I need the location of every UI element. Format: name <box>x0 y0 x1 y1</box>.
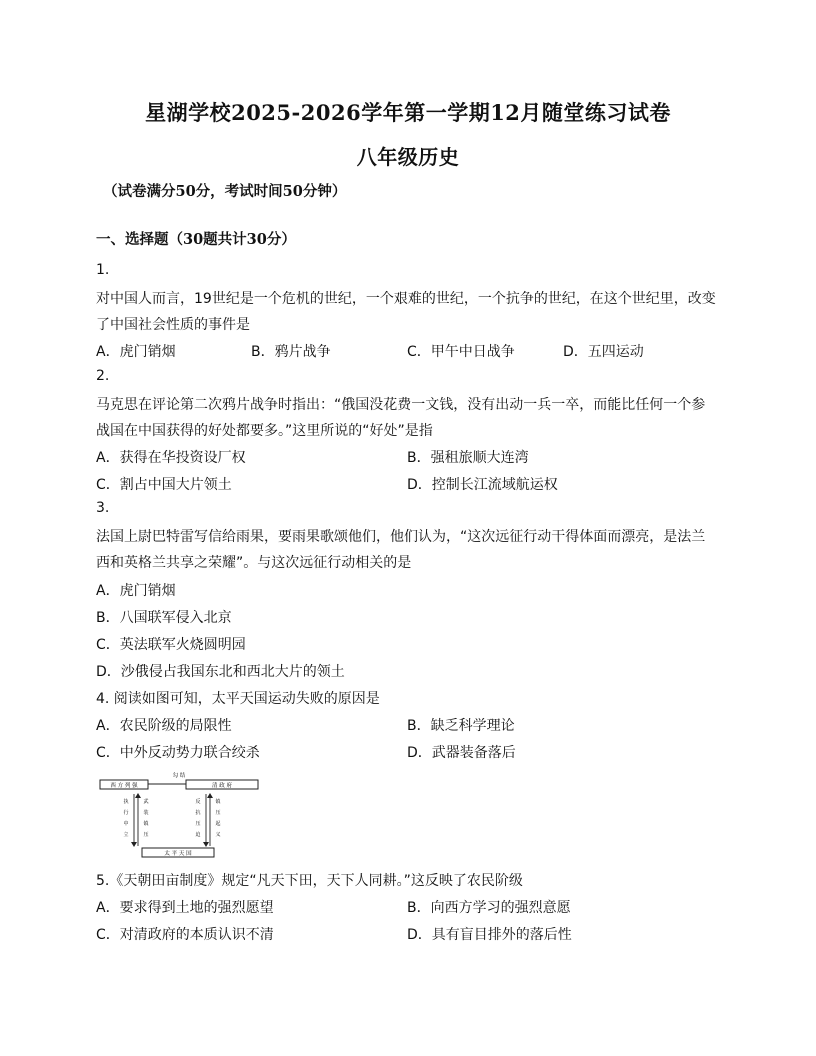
exam-title: 星湖学校2025-2026学年第一学期12月随堂练习试卷 <box>145 100 671 125</box>
question-2-option-b: B．强租旅顺大连湾 <box>407 450 529 466</box>
question-1-option-b: B．鸦片战争 <box>251 344 331 360</box>
diagram-bottom-box-label: 太 平 天 国 <box>164 850 192 857</box>
question-1-option-c: C．甲午中日战争 <box>407 344 515 360</box>
question-5-text: 5.《天朝田亩制度》规定“凡天下田，天下人同耕。”这反映了农民阶级 <box>96 873 523 889</box>
diagram-right-label-3: 压 <box>195 821 201 827</box>
question-5-option-a: A．要求得到土地的强烈愿望 <box>96 900 274 916</box>
taiping-diagram <box>98 770 260 858</box>
question-2-text-line-1: 马克思在评论第二次鸦片战争时指出：“俄国没花费一文钱，没有出动一兵一卒，而能比任何一个参 <box>96 397 706 413</box>
diagram-left2-label-4: 压 <box>143 832 149 838</box>
exam-note: （试卷满分50分，考试时间50分钟） <box>103 183 347 200</box>
diagram-right-label-4: 迫 <box>195 832 201 838</box>
diagram-right2-label-1: 镇 <box>215 799 221 805</box>
question-2-number: 2. <box>96 368 110 384</box>
question-2-option-d: D．控制长江流域航运权 <box>407 477 558 493</box>
question-1-option-a: A．虎门销烟 <box>96 344 176 360</box>
diagram-right2-label-2: 压 <box>215 810 221 816</box>
diagram-right-label-1: 反 <box>195 799 201 805</box>
diagram-left-box-label: 西 方 列 强 <box>110 782 138 789</box>
diagram-right-arrowhead <box>203 842 209 847</box>
question-2-option-a: A．获得在华投资设厂权 <box>96 450 246 466</box>
question-4-option-b: B．缺乏科学理论 <box>407 718 515 734</box>
question-3-text-line-1: 法国上尉巴特雷写信给雨果，要雨果歌颂他们，他们认为，“这次远征行动干得体面而漂亮，是法兰 <box>96 529 706 545</box>
question-5-option-c: C．对清政府的本质认识不清 <box>96 927 274 943</box>
question-3-option-d: D．沙俄侵占我国东北和西北大片的领土 <box>96 664 345 680</box>
question-1-option-d: D．五四运动 <box>563 344 644 360</box>
question-5-option-b: B．向西方学习的强烈意愿 <box>407 900 571 916</box>
diagram-right-label-2: 抗 <box>195 810 201 816</box>
diagram-left-arrowhead <box>131 842 137 847</box>
diagram-left-arrowhead-up <box>135 793 141 798</box>
diagram-left2-label-2: 装 <box>143 810 149 816</box>
diagram-right-box-label: 清 政 府 <box>212 782 232 789</box>
diagram-left-label-4: 立 <box>123 832 129 838</box>
diagram-left2-label-1: 武 <box>143 799 149 805</box>
diagram-top-label: 勾 结 <box>172 773 186 779</box>
question-3-text-line-2: 西和英格兰共享之荣耀”。与这次远征行动相关的是 <box>96 555 412 571</box>
question-3-option-a: A．虎门销烟 <box>96 583 176 599</box>
question-4-option-d: D．武器装备落后 <box>407 745 516 761</box>
question-3-option-b: B．八国联军侵入北京 <box>96 610 232 626</box>
question-3-option-c: C．英法联军火烧圆明园 <box>96 637 246 653</box>
question-4-option-c: C．中外反动势力联合绞杀 <box>96 745 260 761</box>
question-1-text-line-2: 了中国社会性质的事件是 <box>96 317 250 333</box>
question-1-number: 1. <box>96 262 110 278</box>
question-5-option-d: D．具有盲目排外的落后性 <box>407 927 572 943</box>
section-title: 一、选择题（30题共计30分） <box>96 231 296 248</box>
question-4-option-a: A．农民阶级的局限性 <box>96 718 232 734</box>
diagram-right2-label-4: 义 <box>215 832 221 838</box>
question-4-text: 4. 阅读如图可知，太平天国运动失败的原因是 <box>96 691 380 707</box>
diagram-left-label-2: 行 <box>123 810 129 816</box>
question-2-option-c: C．割占中国大片领土 <box>96 477 232 493</box>
diagram-right-arrowhead-up <box>207 793 213 798</box>
exam-subject: 八年级历史 <box>356 145 460 169</box>
diagram-left-label-3: 中 <box>123 821 129 827</box>
question-1-text-line-1: 对中国人而言，19世纪是一个危机的世纪，一个艰难的世纪，一个抗争的世纪，在这个世纪里，改变 <box>96 291 716 307</box>
diagram-left2-label-3: 镇 <box>143 821 149 827</box>
question-3-number: 3. <box>96 500 110 516</box>
diagram-right2-label-3: 起 <box>215 821 221 827</box>
question-2-text-line-2: 战国在中国获得的好处都要多。”这里所说的“好处”是指 <box>96 423 433 439</box>
diagram-left-label-1: 执 <box>123 799 129 805</box>
